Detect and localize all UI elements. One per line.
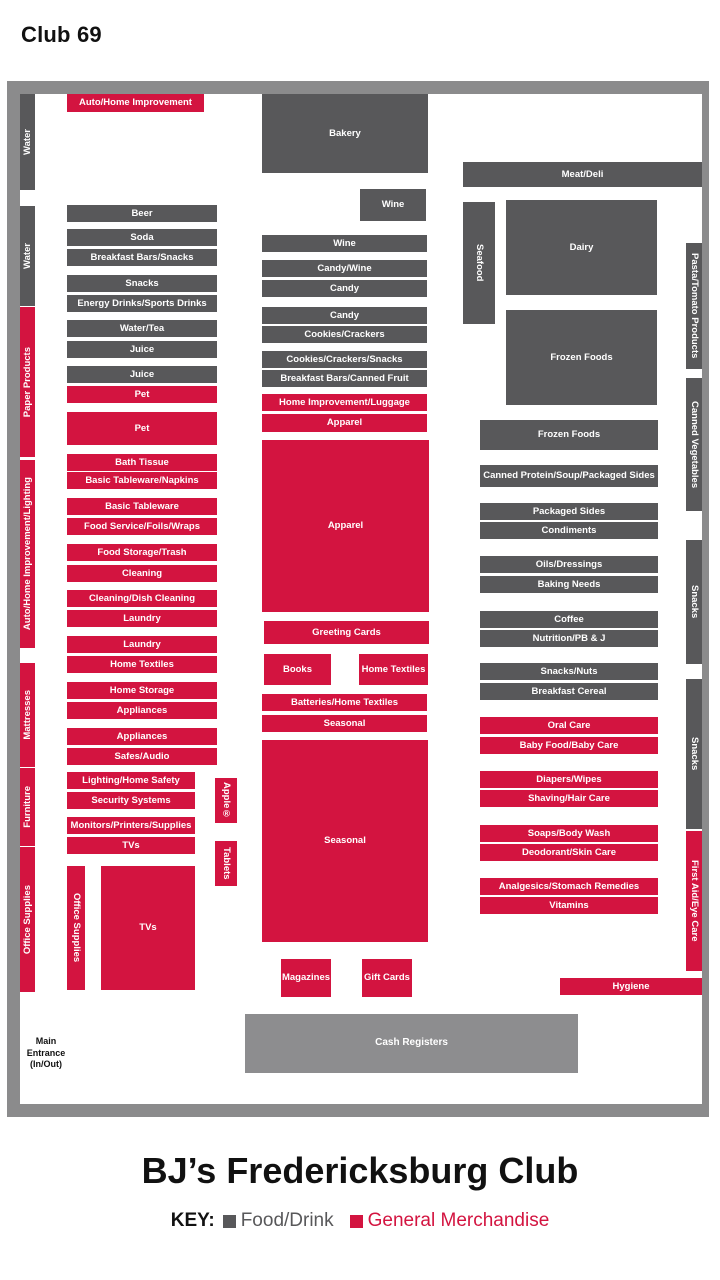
section-label: Breakfast Cereal: [531, 685, 607, 697]
section-juice: [67, 366, 217, 383]
section-label: TVs: [139, 922, 157, 934]
section-label: Candy: [329, 309, 360, 321]
section-candy-wine: [262, 260, 427, 277]
section-laundry: [67, 636, 217, 653]
section-label: Home Textiles: [110, 658, 174, 670]
section-label: Wine: [333, 237, 356, 249]
section-label: Condiments: [541, 524, 597, 536]
section-appliances: [67, 702, 217, 719]
section-basic-tableware: [67, 498, 217, 515]
section-label: Home Textiles: [361, 663, 426, 675]
section-energy-drinks-sports-drinks: [67, 295, 217, 312]
section-label: Cookies/Crackers: [304, 328, 385, 340]
section-seasonal: [262, 715, 427, 732]
section-label: Security Systems: [91, 794, 171, 806]
section-label: Candy: [329, 282, 360, 294]
section-breakfast-cereal: [480, 683, 658, 700]
section-label: Tablets: [220, 847, 232, 880]
section-frozen-foods: [506, 310, 657, 405]
section-pet: [67, 386, 217, 403]
section-wine: [262, 235, 427, 252]
section-mattresses: [20, 663, 35, 767]
legend-swatch-general: [350, 1215, 363, 1228]
section-basic-tableware-napkins: [67, 472, 217, 489]
section-label: Canned Vegetables: [688, 400, 700, 489]
section-label: Monitors/Printers/Supplies: [70, 819, 192, 831]
section-office-supplies: [20, 847, 35, 992]
section-snacks: [67, 275, 217, 292]
section-tablets: [215, 841, 237, 886]
store-title: BJ’s Fredericksburg Club: [141, 1150, 579, 1191]
section-label: Hygiene: [612, 980, 650, 992]
section-label: Pet: [134, 388, 150, 400]
section-label: Batteries/Home Textiles: [290, 696, 398, 708]
section-bakery: [262, 94, 428, 173]
section-food-storage-trash: [67, 544, 217, 561]
section-tvs: [101, 866, 195, 990]
section-label: Appliances: [116, 730, 168, 742]
legend-food-label: Food/Drink: [240, 1210, 334, 1231]
section-canned-vegetables: [686, 378, 702, 511]
section-analgesics-stomach-remedies: [480, 878, 658, 895]
section-soaps-body-wash: [480, 825, 658, 842]
section-label: Juice: [129, 368, 155, 380]
section-label: Paper Products: [21, 346, 33, 418]
section-wine: [360, 189, 426, 221]
section-label: Food Storage/Trash: [97, 546, 187, 558]
section-monitors-printers-supplies: [67, 817, 195, 834]
section-label: Safes/Audio: [114, 750, 170, 762]
section-label: Shaving/Hair Care: [528, 792, 610, 804]
section-label: Gift Cards: [364, 972, 410, 984]
section-label: Energy Drinks/Sports Drinks: [77, 297, 207, 309]
section-label: Appliances: [116, 704, 168, 716]
section-security-systems: [67, 792, 195, 809]
section-label: Vitamins: [549, 899, 589, 911]
section-meat-deli: [463, 162, 702, 187]
section-label: Candy/Wine: [317, 262, 372, 274]
section-packaged-sides: [480, 503, 658, 520]
section-label: Water: [21, 242, 33, 270]
legend-swatch-food: [223, 1215, 236, 1228]
section-tvs: [67, 837, 195, 854]
section-label: Seafood: [473, 244, 485, 282]
section-label: Nutrition/PB & J: [532, 632, 606, 644]
section-snacks: [686, 679, 702, 829]
section-label: First Aid/Eye Care: [688, 860, 700, 942]
section-label: Bath Tissue: [115, 456, 169, 468]
entrance-line: Main: [35, 1036, 57, 1046]
section-seafood: [463, 202, 495, 324]
section-auto-home-improvement: [67, 94, 204, 112]
section-lighting-home-safety: [67, 772, 195, 789]
section-dairy: [506, 200, 657, 295]
section-coffee: [480, 611, 658, 628]
legend: [0, 1210, 720, 1232]
section-beer: [67, 205, 217, 222]
section-label: Pet: [134, 422, 150, 434]
section-vitamins: [480, 897, 658, 914]
section-label: Furniture: [21, 786, 33, 828]
section-label: Snacks: [688, 737, 700, 771]
section-label: Oral Care: [547, 719, 591, 731]
section-label: Packaged Sides: [532, 505, 606, 517]
section-candy: [262, 280, 427, 297]
section-label: Cleaning/Dish Cleaning: [88, 592, 196, 604]
section-label: Cash Registers: [375, 1037, 448, 1049]
entrance-line: (In/Out): [30, 1059, 62, 1070]
section-label: Seasonal: [324, 835, 366, 847]
section-label: Analgesics/Stomach Remedies: [498, 880, 640, 892]
section-baby-food-baby-care: [480, 737, 658, 754]
section-oils-dressings: [480, 556, 658, 573]
section-label: Wine: [381, 199, 405, 211]
section-baking-needs: [480, 576, 658, 593]
section-home-storage: [67, 682, 217, 699]
section-label: Dairy: [569, 241, 594, 253]
section-label: Meat/Deli: [561, 168, 604, 180]
section-frozen-foods: [480, 420, 658, 450]
section-apparel: [262, 414, 427, 432]
section-label: Snacks: [688, 585, 700, 619]
section-juice: [67, 341, 217, 358]
section-label: Food Service/Foils/Wraps: [84, 520, 200, 532]
section-label: Breakfast Bars/Canned Fruit: [280, 372, 409, 384]
section-label: Cleaning: [121, 567, 163, 579]
section-paper-products: [20, 307, 35, 457]
section-pasta-tomato-products: [686, 243, 702, 369]
section-cash-registers: [245, 1014, 578, 1073]
section-water: [20, 94, 35, 190]
section-label: Auto/Home Improvement: [79, 97, 192, 109]
section-label: Canned Protein/Soup/Packaged Sides: [483, 470, 655, 482]
section-cookies-crackers-snacks: [262, 351, 427, 368]
section-label: Mattresses: [21, 690, 33, 740]
section-hygiene: [560, 978, 702, 995]
section-label: Pasta/Tomato Products: [688, 253, 700, 359]
section-apparel: [262, 440, 429, 612]
section-label: Baking Needs: [537, 578, 601, 590]
section-label: Apparel: [327, 520, 364, 532]
legend-label: KEY:: [170, 1210, 215, 1231]
section-label: Lighting/Home Safety: [82, 774, 180, 786]
section-apple: [215, 778, 237, 823]
section-magazines: [281, 959, 331, 997]
section-deodorant-skin-care: [480, 844, 658, 861]
section-seasonal: [262, 740, 428, 942]
section-home-textiles: [359, 654, 428, 685]
entrance-line: Entrance: [26, 1047, 66, 1058]
section-snacks: [686, 540, 702, 664]
section-soda: [67, 229, 217, 246]
section-label: Water: [21, 128, 33, 156]
section-label: Books: [282, 663, 313, 675]
section-label: Coffee: [554, 613, 584, 625]
section-shaving-hair-care: [480, 790, 658, 807]
section-label: Magazines: [281, 972, 331, 984]
section-label: Frozen Foods: [550, 351, 613, 363]
section-cleaning: [67, 565, 217, 582]
section-label: Basic Tableware: [105, 500, 179, 512]
section-laundry: [67, 610, 217, 627]
section-label: Office Supplies: [21, 884, 33, 955]
section-nutrition-pb-j: [480, 630, 658, 647]
section-label: Water/Tea: [119, 322, 165, 334]
section-label: Office Supplies: [70, 893, 82, 963]
club-number: Club 69: [21, 22, 102, 47]
section-label: Cookies/Crackers/Snacks: [286, 353, 403, 365]
section-label: Auto/Home Improvement/Lighting: [21, 477, 33, 631]
section-label: Baby Food/Baby Care: [519, 739, 619, 751]
section-canned-protein-soup-packaged-sides: [480, 465, 658, 487]
section-cleaning-dish-cleaning: [67, 590, 217, 607]
section-breakfast-bars-snacks: [67, 249, 217, 266]
section-snacks-nuts: [480, 663, 658, 680]
main-entrance-label: [22, 1036, 70, 1071]
section-label: Basic Tableware/Napkins: [85, 474, 199, 486]
section-label: Soaps/Body Wash: [527, 827, 611, 839]
section-label: Beer: [131, 207, 153, 219]
section-home-improvement-luggage: [262, 394, 427, 411]
section-label: Snacks: [125, 277, 159, 289]
section-gift-cards: [362, 959, 412, 997]
section-home-textiles: [67, 656, 217, 673]
section-books: [264, 654, 331, 685]
section-diapers-wipes: [480, 771, 658, 788]
section-label: Juice: [129, 343, 155, 355]
section-label: Snacks/Nuts: [540, 665, 598, 677]
section-office-supplies: [67, 866, 85, 990]
section-label: Oils/Dressings: [535, 558, 603, 570]
section-batteries-home-textiles: [262, 694, 427, 711]
section-food-service-foils-wraps: [67, 518, 217, 535]
section-label: Soda: [130, 231, 154, 243]
section-pet: [67, 412, 217, 445]
legend-general-label: General Merchandise: [367, 1210, 550, 1231]
section-label: Laundry: [123, 638, 161, 650]
section-greeting-cards: [264, 621, 429, 644]
section-label: Home Improvement/Luggage: [279, 396, 410, 408]
section-label: Greeting Cards: [312, 626, 381, 638]
section-water-tea: [67, 320, 217, 337]
section-condiments: [480, 522, 658, 539]
section-candy: [262, 307, 427, 324]
section-label: Breakfast Bars/Snacks: [90, 251, 194, 263]
section-safes-audio: [67, 748, 217, 765]
section-appliances: [67, 728, 217, 745]
section-furniture: [20, 768, 35, 846]
section-label: Home Storage: [109, 684, 175, 696]
section-oral-care: [480, 717, 658, 734]
section-auto-home-improvement-lighting: [20, 460, 35, 648]
section-label: Seasonal: [323, 717, 366, 729]
section-first-aid-eye-care: [686, 831, 702, 971]
section-water: [20, 206, 35, 306]
section-label: Apple®: [220, 781, 232, 820]
section-label: TVs: [122, 839, 140, 851]
section-label: Diapers/Wipes: [536, 773, 602, 785]
section-cookies-crackers: [262, 326, 427, 343]
section-bath-tissue: [67, 454, 217, 471]
section-label: Laundry: [123, 612, 161, 624]
section-label: Bakery: [329, 127, 361, 139]
section-label: Deodorant/Skin Care: [522, 846, 616, 858]
section-label: Apparel: [326, 417, 363, 429]
section-label: Frozen Foods: [537, 429, 601, 441]
section-breakfast-bars-canned-fruit: [262, 370, 427, 387]
